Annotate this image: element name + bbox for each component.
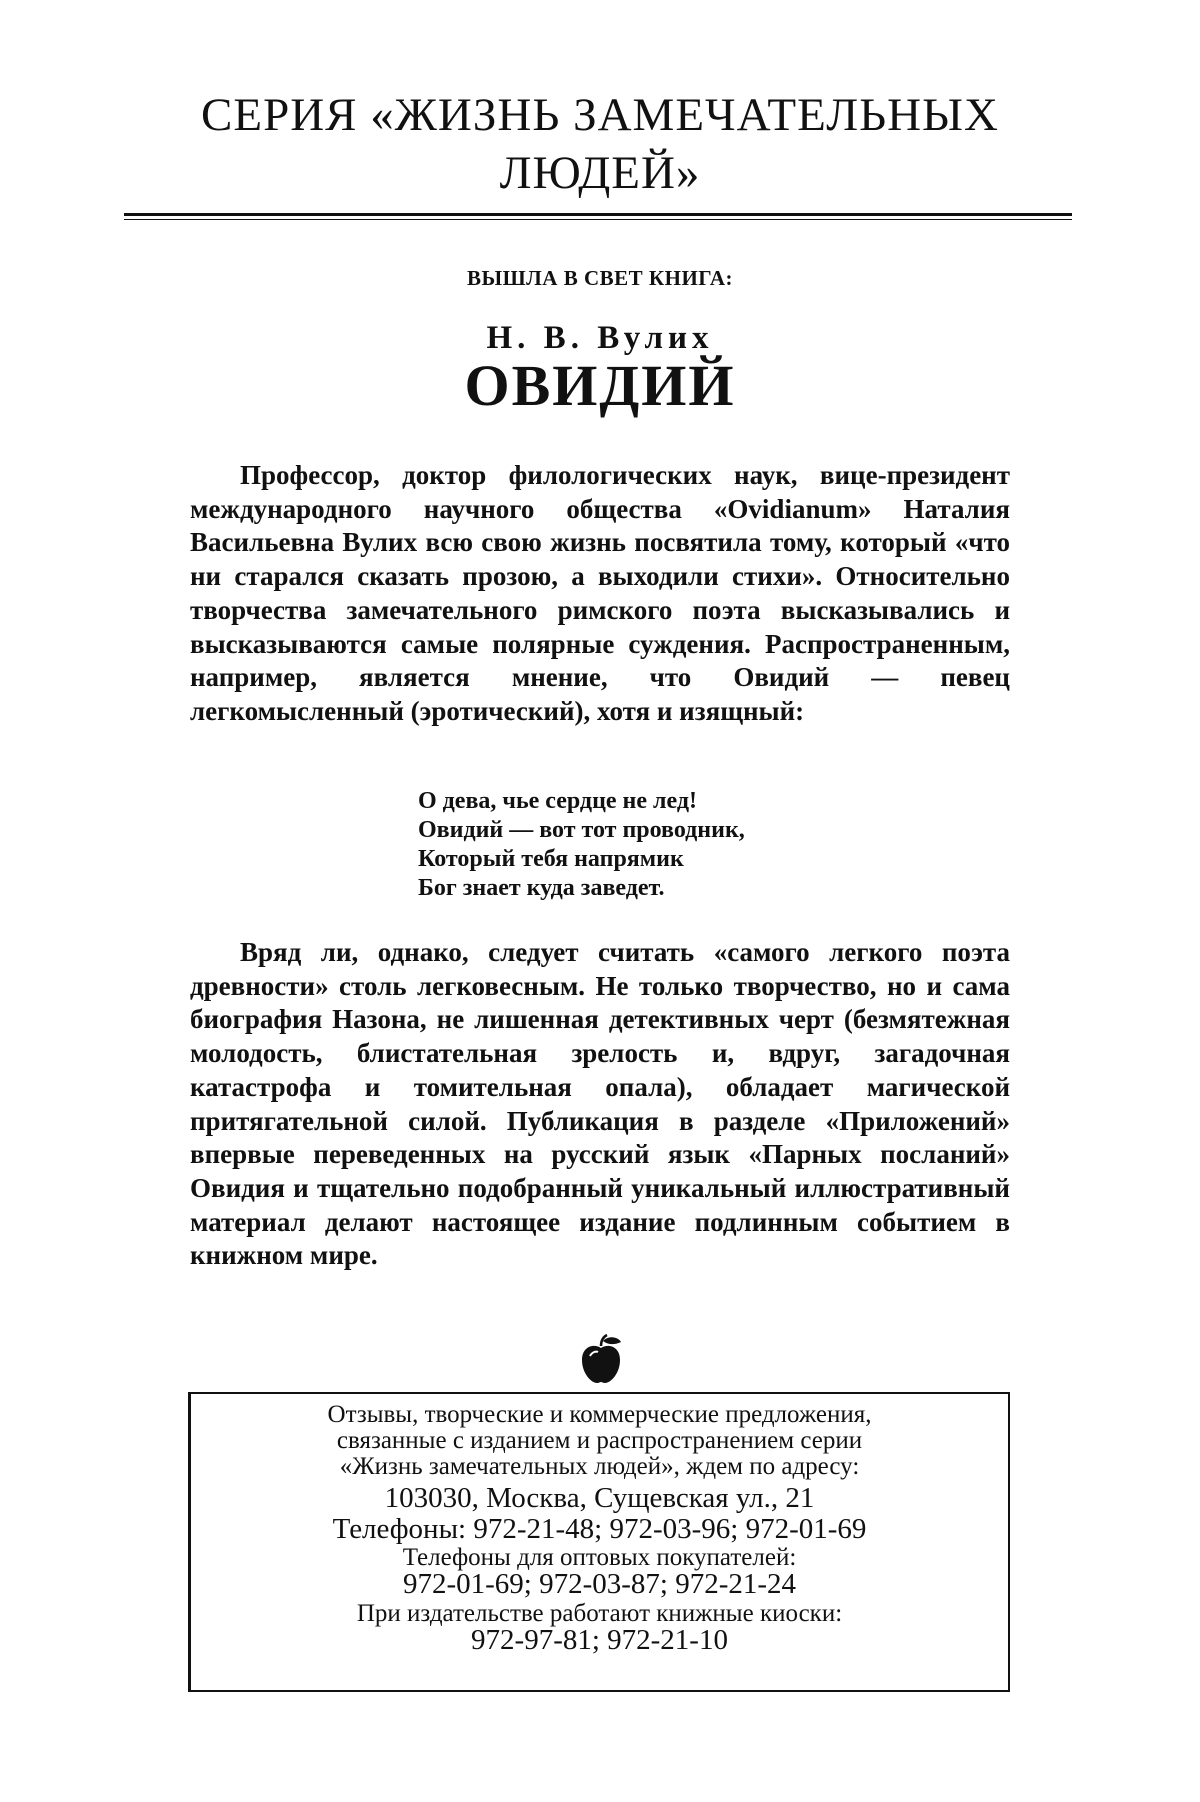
book-author: Н. В. Вулих <box>486 320 714 356</box>
series-title-line-1: СЕРИЯ «ЖИЗНЬ ЗАМЕЧАТЕЛЬНЫХ <box>201 89 999 141</box>
book-title: ОВИДИЙ <box>464 353 736 418</box>
kiosks-phones: 972-97-81; 972-21-10 <box>471 1624 728 1656</box>
verse-quote <box>418 787 918 903</box>
header-divider-thick <box>124 213 1072 216</box>
verse-line: Который тебя напрямик <box>418 846 684 872</box>
contact-intro-line-3: «Жизнь замечательных людей», ждем по адресу: <box>339 1453 860 1480</box>
publisher-phones: Телефоны: 972-21-48; 972-03-96; 972-01-69 <box>332 1513 867 1545</box>
header-divider-thin <box>124 219 1072 220</box>
wholesale-label: Телефоны для оптовых покупателей: <box>402 1544 797 1571</box>
announcement-label: ВЫШЛА В СВЕТ КНИГА: <box>466 266 734 290</box>
series-title-line-2: ЛЮДЕЙ» <box>499 147 701 199</box>
verse-line: О дева, чье сердце не лед! <box>418 788 697 814</box>
verse-line: Овидий — вот тот проводник, <box>418 817 745 843</box>
contact-intro-line-1: Отзывы, творческие и коммерческие предложения, <box>327 1401 872 1428</box>
paragraph-2-text: Вряд ли, однако, следует считать «самого легкого поэта древности» столь легковесным. Не только творчество, но и сама биография Назона, не лишенная детективных черт (безмятежная молодость, блистательная зрелость и, вдруг, загадочная катастрофа и томительная опала), обладает магической притягательной силой. Публикация в разделе «Приложений» впервые переведенных на русский язык «Парных посланий» Овидия и тщательно подобранный уникальный иллюстративный материал делают настоящее издание подлинным событием в книжном мире. <box>190 937 1010 1271</box>
series-title <box>120 86 1080 202</box>
contact-intro-line-2: связанные с изданием и распространением серии <box>336 1427 863 1454</box>
kiosks-label: При издательстве работают книжные киоски: <box>356 1600 843 1627</box>
verse-line: Бог знает куда заведет. <box>418 875 665 901</box>
paragraph-1-text: Профессор, доктор филологических наук, вице-президент международного научного общества «Ovidianum» Наталия Васильевна Вулих всю свою жизнь посвятила тому, который «что ни старался сказать прозою, а выходили стихи». Относительно творчества замечательного римского поэта высказывались и высказываются самые полярные суждения. Распространенным, например, является мнение, что Овидий — певец легкомысленный (эротический), хотя и изящный: <box>190 460 1010 726</box>
wholesale-phones: 972-01-69; 972-03-87; 972-21-24 <box>402 1568 797 1600</box>
description-paragraph-2 <box>190 936 1010 1273</box>
contact-box <box>188 1392 1010 1692</box>
description-paragraph-1 <box>190 459 1010 729</box>
publisher-address: 103030, Москва, Сущевская ул., 21 <box>384 1482 815 1514</box>
apple-ornament-icon <box>578 1332 624 1386</box>
